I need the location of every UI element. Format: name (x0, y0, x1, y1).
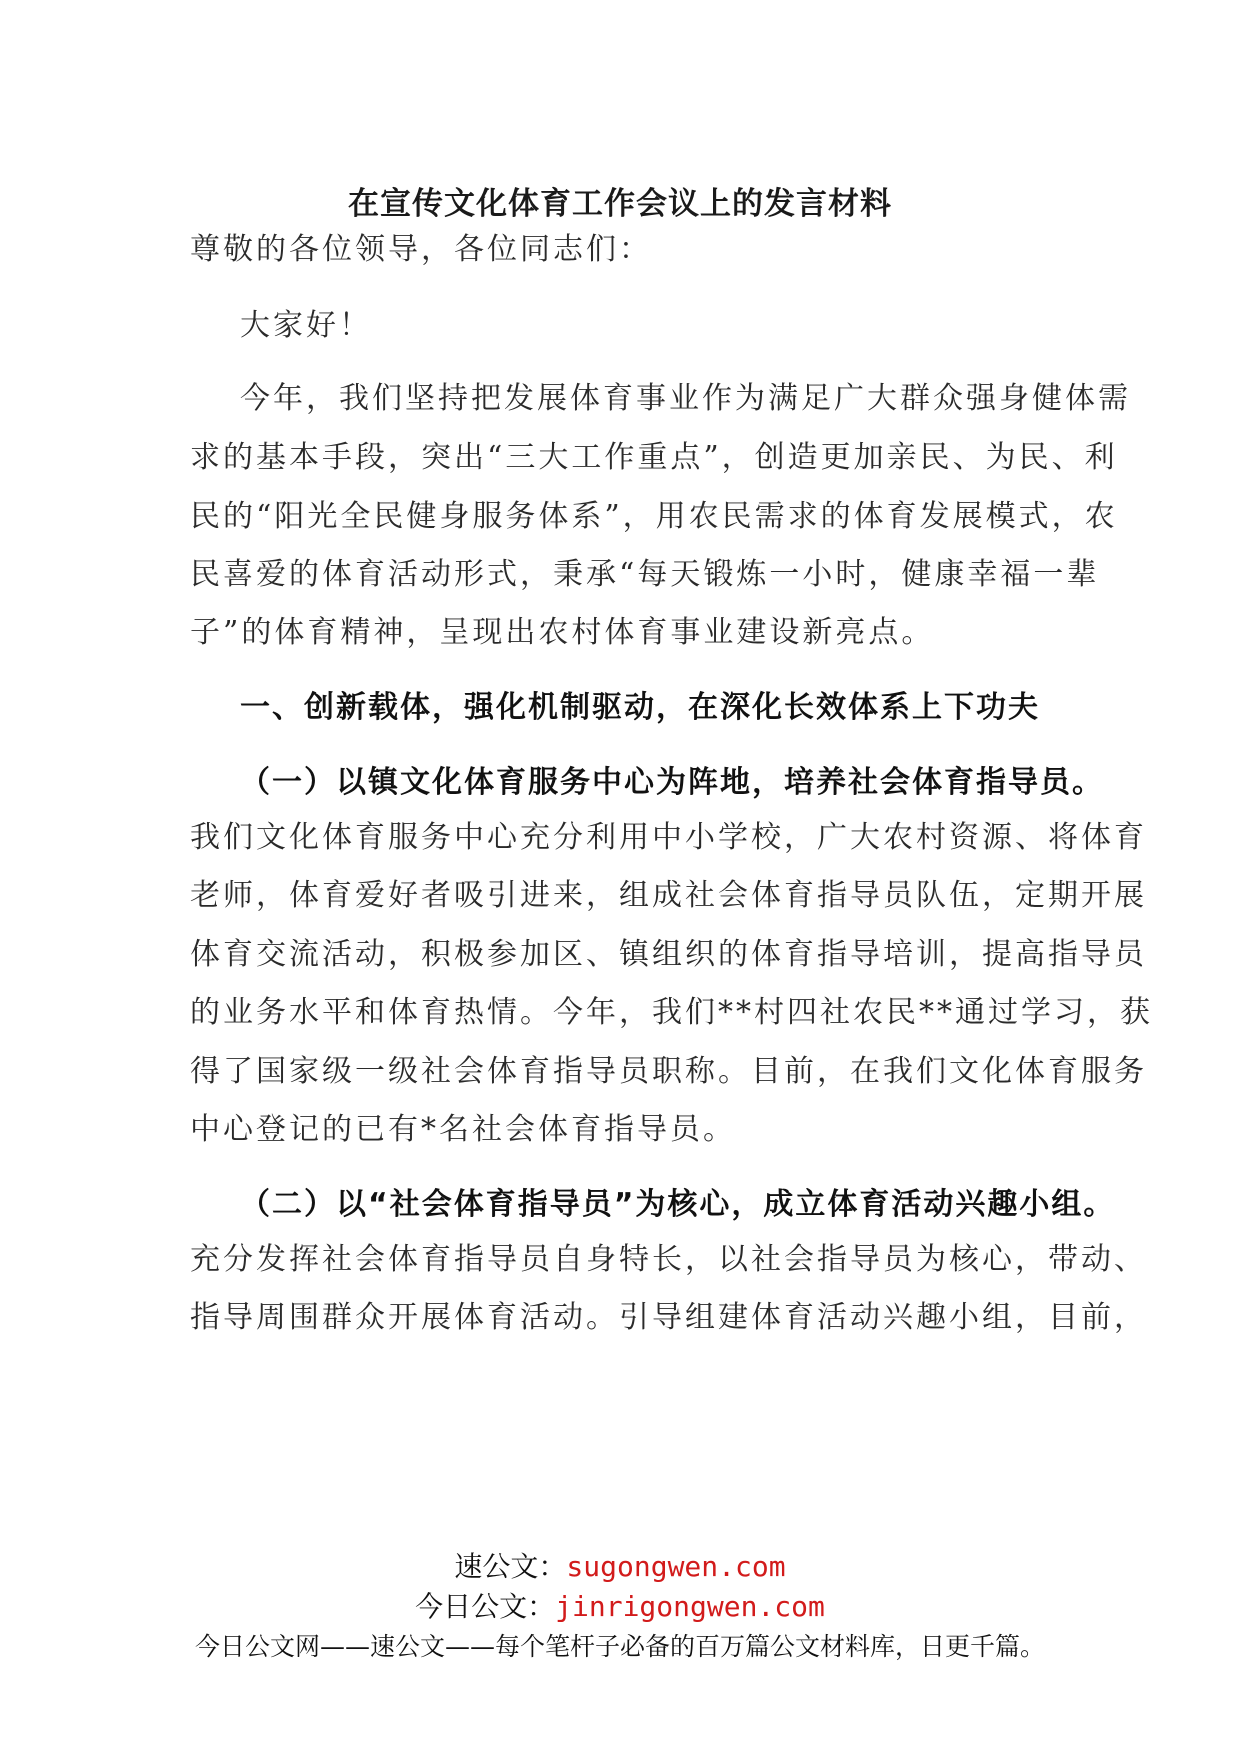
greeting: 大家好！ (240, 308, 372, 343)
jinrigongwen-link[interactable]: jinrigongwen.com (555, 1590, 825, 1623)
para2-line: 体育交流活动，积极参加区、镇组织的体育指导培训，提高指导员 (190, 937, 1147, 972)
para2-line: 老师，体育爱好者吸引进来，组成社会体育指导员队伍，定期开展 (190, 878, 1147, 913)
document-title: 在宣传文化体育工作会议上的发言材料 (348, 186, 892, 222)
para1-line: 民的“阳光全民健身服务体系”，用农民需求的体育发展模式，农 (190, 499, 1118, 534)
section-heading-1: 一、创新载体，强化机制驱动，在深化长效体系上下功夫 (240, 690, 1040, 725)
para2-line: 我们文化体育服务中心充分利用中小学校，广大农村资源、将体育 (190, 820, 1147, 855)
para2-line: 的业务水平和体育热情。今年，我们**村四社农民**通过学习，获 (190, 995, 1153, 1030)
footer-line-2 (0, 1585, 1240, 1625)
footer-line-1 (0, 1545, 1240, 1585)
para3-line: 指导周围群众开展体育活动。引导组建体育活动兴趣小组，目前， (190, 1300, 1147, 1335)
para2-line: 得了国家级一级社会体育指导员职称。目前，在我们文化体育服务 (190, 1054, 1147, 1089)
footer-label-sugongwen: 速公文： (454, 1550, 567, 1583)
para1-line: 民喜爱的体育活动形式，秉承“每天锻炼一小时，健康幸福一辈 (190, 557, 1100, 592)
footer-label-jinrigongwen: 今日公文： (415, 1590, 556, 1623)
para1-line: 子”的体育精神，呈现出农村体育事业建设新亮点。 (190, 615, 935, 650)
sugongwen-link[interactable]: sugongwen.com (566, 1550, 786, 1583)
para1-line: 今年，我们坚持把发展体育事业作为满足广大群众强身健体需 (240, 381, 1131, 416)
subsection-heading-1: （一）以镇文化体育服务中心为阵地，培养社会体育指导员。 (240, 765, 1104, 800)
para2-line: 中心登记的已有*名社会体育指导员。 (190, 1112, 736, 1147)
footer-slogan: 今日公文网——速公文——每个笔杆子必备的百万篇公文材料库，日更千篇。 (194, 1632, 1045, 1661)
subsection-heading-2: （二）以“社会体育指导员”为核心，成立体育活动兴趣小组。 (240, 1187, 1116, 1222)
para1-line: 求的基本手段，突出“三大工作重点”，创造更加亲民、为民、利 (190, 440, 1118, 475)
para3-line: 充分发挥社会体育指导员自身特长，以社会指导员为核心，带动、 (190, 1242, 1147, 1277)
salutation: 尊敬的各位领导，各位同志们： (190, 232, 652, 267)
